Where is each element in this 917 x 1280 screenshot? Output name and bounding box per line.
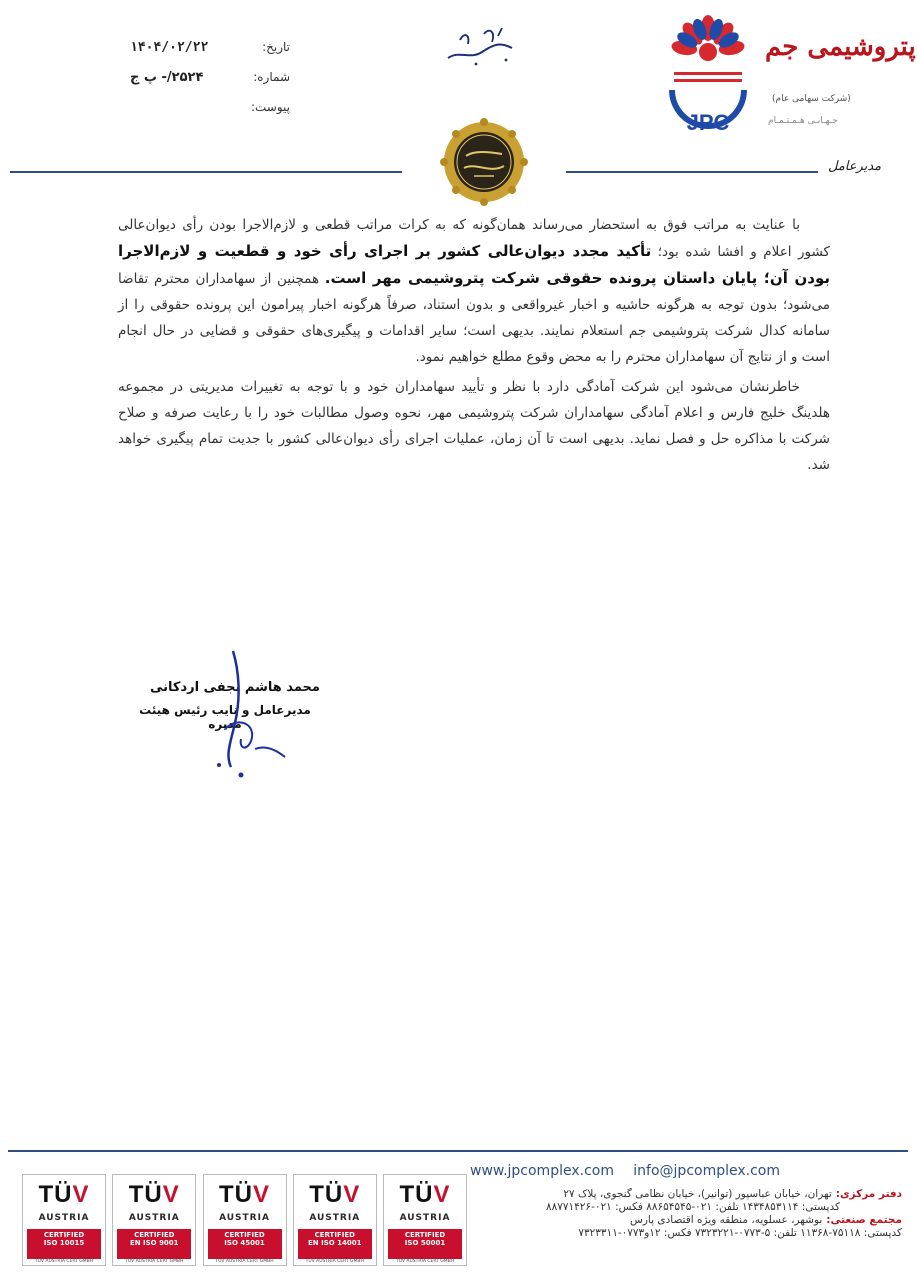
- handwritten-signature: [195, 645, 305, 785]
- tuv-logo-icon: TÜV: [218, 1181, 270, 1208]
- signer-title: مدیرعامل و نایب رئیس هیئت مدیره: [139, 703, 311, 731]
- site-address: بوشهر، عسلویه، منطقه ویژه اقتصادی پارس: [630, 1214, 823, 1226]
- tuv-logo-icon: TÜV: [309, 1181, 361, 1208]
- signer-name: محمد هاشم نجفی اردکانی: [150, 680, 320, 695]
- brand-subtitle: (شرکت سهامی عام): [772, 94, 851, 104]
- hq-label: دفتر مرکزی:: [835, 1188, 902, 1200]
- emphasis-statement: تأکید مجدد دیوان‌عالی کشور بر اجرای رأی خود و قطعیت و لازم‌الاجرا بودن آن؛ پایان داستان پرونده حقوقی شرکت پتروشیمی مهر است.: [118, 242, 830, 287]
- site-label: مجتمع صنعتی:: [826, 1214, 902, 1226]
- certification-badges: [22, 1174, 467, 1266]
- brand-name: پتروشیمی جم: [765, 32, 916, 62]
- footer-links: [470, 1163, 780, 1179]
- header-divider-left: [10, 171, 402, 173]
- hq-contact: کدپستی: ۱۴۳۴۸۵۳۱۱۴ تلفن: ۰۲۱-۸۸۶۵۴۵۴۵ فکس: ۰۲۱-۸۸۷۷۱۴۲۶: [545, 1201, 840, 1213]
- tuv-badge: TÜV AUSTRIA CERTIFIED ISO 45001 TÜV AUSTRIA CERT GMBH: [203, 1174, 287, 1266]
- letter-body: [118, 212, 830, 482]
- tuv-logo-icon: TÜV: [399, 1181, 451, 1208]
- number-label: شماره:: [253, 70, 290, 84]
- date-label: تاریخ:: [262, 40, 290, 54]
- number-value: ۲۵۲۴/- پ ج: [130, 69, 204, 85]
- email-link[interactable]: info@jpcomplex.com: [633, 1163, 780, 1179]
- paragraph-1: با عنایت به مراتب فوق به استحضار می‌رساند همان‌گونه که به کرات مراتب قطعی و لازم‌الاجرا بودن رأی دیوان‌عالی کشور اعلام و افشا شده بود؛ تأکید مجدد دیوان‌عالی کشور بر اجرای رأی خود و قطعیت و لازم‌الاجرا بودن آن؛ پایان داستان پرونده حقوقی شرکت پتروشیمی مهر است. همچنین از سهامداران محترم تقاضا می‌شود؛ بدون توجه به هرگونه حاشیه و اخبار غیرواقعی و بدون استناد، صرفاً هرگونه اخبار پیرامون این پرونده حقوقی را از سامانه کدال شرکت پتروشیمی جم استعلام نمایند. بدیهی است؛ سایر اقدامات و پیگیری‌های حقوقی و قضایی در حال انجام است و از نتایج آن سهامداران محترم را به محض وقوع مطلع خواهیم نمود.: [118, 217, 830, 365]
- letter-meta: [130, 32, 290, 122]
- gold-seal-icon: [440, 118, 528, 206]
- site-contact: کدپستی: ۷۵۱۱۸-۱۱۳۶۸ تلفن: ۵-۰۷۷۳-۷۳۲۳۲۲۱ فکس: ۱۲و۰۷۷۳-۷۳۲۳۳۱۱: [578, 1227, 902, 1239]
- brand-tagline: جـهـانـی هـمـتـمـام: [768, 116, 838, 126]
- date-value: ۱۴۰۴/۰۲/۲۲: [130, 39, 209, 55]
- tuv-badge: TÜV AUSTRIA CERTIFIED ISO 10015 TÜV AUSTRIA CERT GMBH: [22, 1174, 106, 1266]
- svg-text:JPC: JPC: [686, 110, 730, 135]
- website-link[interactable]: www.jpcomplex.com: [470, 1163, 614, 1179]
- tuv-badge: TÜV AUSTRIA CERTIFIED EN ISO 9001 TÜV AUSTRIA CERT GMBH: [112, 1174, 196, 1266]
- tuv-logo-icon: TÜV: [128, 1181, 180, 1208]
- basmala-calligraphy: [440, 20, 520, 70]
- tuv-badge: TÜV AUSTRIA CERTIFIED ISO 50001 TÜV AUSTRIA CERT GMBH: [383, 1174, 467, 1266]
- attachment-label: پیوست:: [250, 100, 290, 114]
- address-block: [470, 1188, 902, 1240]
- header-divider-right: [566, 171, 818, 173]
- hq-address: تهران، خیابان عباسپور (توانیر)، خیابان نظامی گنجوی، پلاک ۲۷: [563, 1188, 832, 1200]
- tuv-logo-icon: TÜV: [38, 1181, 90, 1208]
- addressee-label: مدیرعامل: [828, 159, 882, 174]
- paragraph-2: خاطرنشان می‌شود این شرکت آمادگی دارد با نظر و تأیید سهامداران خود و با توجه به تغییرات مدیریتی در مجموعه هلدینگ خلیج فارس و اعلام آمادگی سهامداران شرکت پتروشیمی مهر، نحوه وصول مطالبات خود را با رعایت صرفه و صلاح شرکت با مذاکره حل و فصل نماید. بدیهی است تا آن زمان، عملیات اجرای رأی دیوان‌عالی کشور با جدیت تمام پیگیری خواهد شد.: [118, 379, 830, 473]
- footer-divider: [8, 1150, 908, 1152]
- tuv-badge: TÜV AUSTRIA CERTIFIED EN ISO 14001 TÜV AUSTRIA CERT GMBH: [293, 1174, 377, 1266]
